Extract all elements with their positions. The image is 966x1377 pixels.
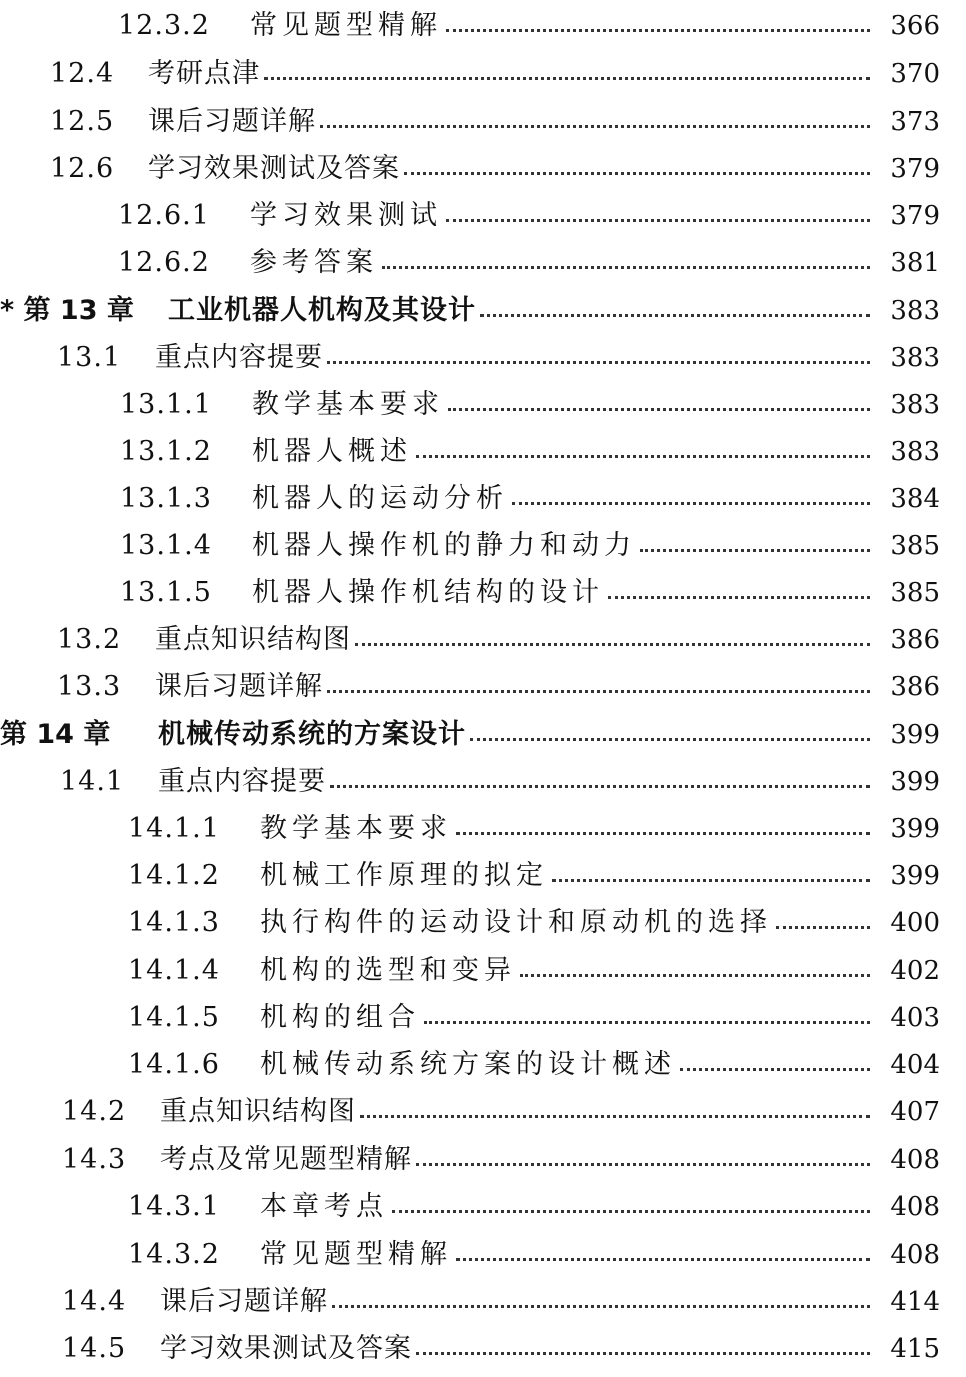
toc-entry xyxy=(62,1280,940,1324)
toc-entry-title: 重点知识结构图 xyxy=(155,624,351,655)
toc-entry-page: 383 xyxy=(890,390,940,420)
toc-entry xyxy=(128,1233,940,1277)
toc-entry-page: 400 xyxy=(890,908,940,938)
toc-entry-number: 14.4 xyxy=(62,1286,127,1317)
dot-leader xyxy=(404,172,870,175)
toc-entry-number: 14.1.1 xyxy=(128,813,220,844)
toc-entry-page: 386 xyxy=(890,625,940,655)
toc-chapter-entry xyxy=(0,713,940,757)
toc-entry-title: 工业机器人机构及其设计 xyxy=(168,295,476,326)
toc-entry-page: 399 xyxy=(890,814,940,844)
dot-leader xyxy=(512,502,870,505)
toc-entry xyxy=(62,1138,940,1182)
toc-entry-page: 402 xyxy=(890,956,940,986)
toc-entry-title: 重点内容提要 xyxy=(158,766,326,797)
toc-entry-page: 404 xyxy=(890,1050,940,1080)
toc-entry-number: 第 14 章 xyxy=(0,719,111,750)
toc-entry-title: 机械工作原理的拟定 xyxy=(260,860,548,891)
toc-entry-title: 机器人概述 xyxy=(252,436,412,467)
toc-entry-page: 399 xyxy=(890,767,940,797)
dot-leader xyxy=(470,738,870,741)
toc-entry xyxy=(118,194,940,238)
toc-entry-number: 14.1.2 xyxy=(128,860,220,891)
toc-entry xyxy=(57,665,940,709)
toc-entry-page: 366 xyxy=(890,11,940,41)
toc-entry-title: 课后习题详解 xyxy=(155,671,323,702)
toc-entry-title: 学习效果测试及答案 xyxy=(148,153,400,184)
toc-entry-page: 384 xyxy=(890,484,940,514)
dot-leader xyxy=(608,596,870,599)
toc-entry-page: 415 xyxy=(890,1334,940,1364)
dot-leader xyxy=(360,1115,870,1118)
dot-leader xyxy=(332,1305,870,1308)
toc-entry-title: 机器人操作机结构的设计 xyxy=(252,577,604,608)
toc-entry xyxy=(128,901,940,945)
dot-leader xyxy=(382,266,870,269)
dot-leader xyxy=(456,1258,870,1261)
toc-entry-number: 13.1.5 xyxy=(120,577,212,608)
toc-entry xyxy=(128,1185,940,1229)
toc-entry-title: 机构的组合 xyxy=(260,1002,420,1033)
toc-entry-number: 12.4 xyxy=(50,58,115,89)
toc-entry-title: 教学基本要求 xyxy=(252,389,444,420)
toc-entry-page: 408 xyxy=(890,1192,940,1222)
toc-entry xyxy=(50,100,940,144)
toc-entry xyxy=(128,949,940,993)
toc-entry-number: 14.5 xyxy=(62,1333,127,1364)
dot-leader xyxy=(776,926,870,929)
toc-entry-page: 403 xyxy=(890,1003,940,1033)
toc-entry-number: 14.2 xyxy=(62,1096,127,1127)
toc-entry-number: 14.3.1 xyxy=(128,1191,220,1222)
toc-entry-title: 机器人的运动分析 xyxy=(252,483,508,514)
toc-entry xyxy=(120,477,940,521)
dot-leader xyxy=(446,29,870,32)
dot-leader xyxy=(446,219,870,222)
toc-entry-page: 407 xyxy=(890,1097,940,1127)
toc-chapter-entry xyxy=(0,289,940,333)
dot-leader xyxy=(416,1163,870,1166)
dot-leader xyxy=(520,974,870,977)
toc-entry-title: 机器人操作机的静力和动力 xyxy=(252,530,636,561)
toc-entry-page: 381 xyxy=(890,248,940,278)
dot-leader xyxy=(680,1068,870,1071)
toc-entry-page: 370 xyxy=(890,59,940,89)
toc-entry-page: 383 xyxy=(890,343,940,373)
dot-leader xyxy=(264,77,870,80)
toc-entry xyxy=(57,336,940,380)
toc-entry-page: 379 xyxy=(890,154,940,184)
toc-entry-number: 13.1.4 xyxy=(120,530,212,561)
toc-entry-title: 参考答案 xyxy=(250,247,378,278)
toc-entry-title: 机械传动系统的方案设计 xyxy=(158,719,466,750)
toc-entry-number: 13.1 xyxy=(57,342,122,373)
toc-entry-title: 学习效果测试 xyxy=(250,200,442,231)
toc-entry xyxy=(120,383,940,427)
toc-entry-number: 13.1.3 xyxy=(120,483,212,514)
toc-entry-page: 399 xyxy=(890,861,940,891)
dot-leader xyxy=(416,1352,870,1355)
dot-leader xyxy=(640,549,870,552)
toc-entry-number: 14.3.2 xyxy=(128,1239,220,1270)
toc-entry-page: 385 xyxy=(890,531,940,561)
toc-entry-number: 14.1.5 xyxy=(128,1002,220,1033)
toc-entry-title: 重点知识结构图 xyxy=(160,1096,356,1127)
dot-leader xyxy=(327,361,870,364)
toc-entry-number: 13.1.2 xyxy=(120,436,212,467)
toc-entry-number: 14.3 xyxy=(62,1144,127,1175)
toc-entry-title: 考研点津 xyxy=(148,58,260,89)
toc-entry-page: 385 xyxy=(890,578,940,608)
toc-entry-title: 常见题型精解 xyxy=(260,1239,452,1270)
toc-entry xyxy=(128,807,940,851)
dot-leader xyxy=(320,125,870,128)
toc-entry-number: * 第 13 章 xyxy=(0,295,134,326)
toc-entry-page: 414 xyxy=(890,1287,940,1317)
toc-entry xyxy=(128,854,940,898)
toc-entry-page: 383 xyxy=(890,437,940,467)
dot-leader xyxy=(416,455,870,458)
toc-entry-number: 13.2 xyxy=(57,624,122,655)
toc-entry-page: 399 xyxy=(890,720,940,750)
toc-entry-title: 学习效果测试及答案 xyxy=(160,1333,412,1364)
toc-entry xyxy=(60,760,940,804)
toc-entry-page: 373 xyxy=(890,107,940,137)
toc-entry-number: 13.1.1 xyxy=(120,389,212,420)
toc-entry xyxy=(62,1327,940,1371)
toc-entry-page: 379 xyxy=(890,201,940,231)
dot-leader xyxy=(448,408,870,411)
toc-entry-number: 12.5 xyxy=(50,106,115,137)
toc-entry xyxy=(62,1090,940,1134)
toc-entry-number: 14.1.6 xyxy=(128,1049,220,1080)
toc-entry xyxy=(118,4,940,48)
toc-entry-number: 14.1 xyxy=(60,766,125,797)
toc-entry-title: 执行构件的运动设计和原动机的选择 xyxy=(260,907,772,938)
toc-entry xyxy=(128,996,940,1040)
toc-entry-number: 12.6.1 xyxy=(118,200,210,231)
toc-entry-page: 408 xyxy=(890,1240,940,1270)
toc-entry-number: 13.3 xyxy=(57,671,122,702)
dot-leader xyxy=(327,690,870,693)
toc-entry-number: 14.1.3 xyxy=(128,907,220,938)
toc-entry-page: 408 xyxy=(890,1145,940,1175)
toc-entry-page: 383 xyxy=(890,296,940,326)
toc-entry-number: 12.6 xyxy=(50,153,115,184)
dot-leader xyxy=(552,879,870,882)
toc-entry xyxy=(120,430,940,474)
toc-entry-title: 机构的选型和变异 xyxy=(260,955,516,986)
toc-entry-title: 重点内容提要 xyxy=(155,342,323,373)
toc-entry xyxy=(128,1043,940,1087)
toc-entry xyxy=(57,618,940,662)
toc-entry-title: 本章考点 xyxy=(260,1191,388,1222)
toc-entry-title: 教学基本要求 xyxy=(260,813,452,844)
dot-leader xyxy=(480,314,870,317)
toc-entry-number: 12.3.2 xyxy=(118,10,210,41)
toc-entry-title: 机械传动系统方案的设计概述 xyxy=(260,1049,676,1080)
toc-entry-title: 课后习题详解 xyxy=(148,106,316,137)
toc-entry xyxy=(50,52,940,96)
toc-entry-title: 常见题型精解 xyxy=(250,10,442,41)
dot-leader xyxy=(392,1210,870,1213)
toc-entry-number: 14.1.4 xyxy=(128,955,220,986)
toc-entry-page: 386 xyxy=(890,672,940,702)
dot-leader xyxy=(424,1021,870,1024)
toc-entry xyxy=(120,524,940,568)
dot-leader xyxy=(330,785,870,788)
toc-entry-title: 课后习题详解 xyxy=(160,1286,328,1317)
toc-entry xyxy=(120,571,940,615)
toc-entry xyxy=(118,241,940,285)
toc-entry xyxy=(50,147,940,191)
toc-entry-title: 考点及常见题型精解 xyxy=(160,1144,412,1175)
toc-entry-number: 12.6.2 xyxy=(118,247,210,278)
dot-leader xyxy=(456,832,870,835)
dot-leader xyxy=(355,643,870,646)
